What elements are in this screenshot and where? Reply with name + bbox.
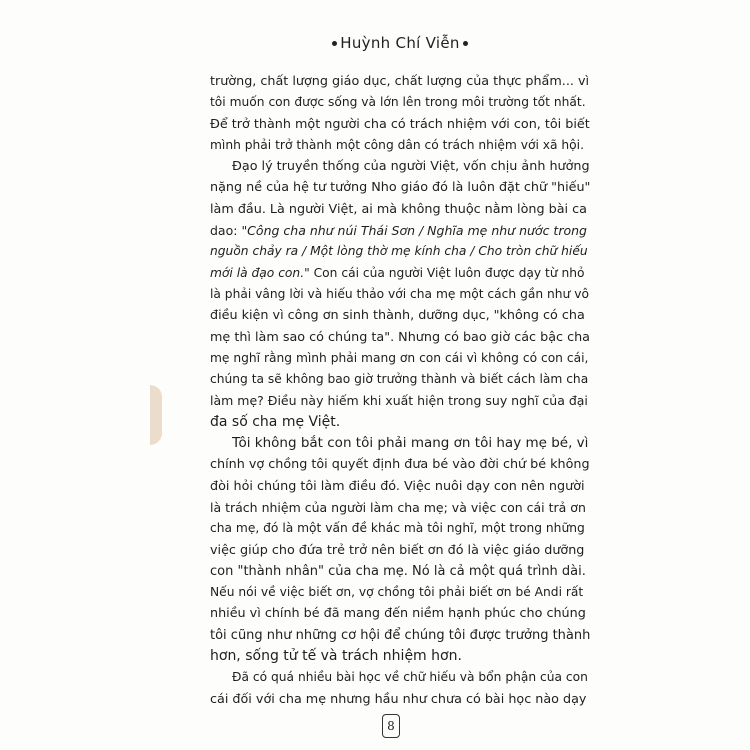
text-line: mẹ thì làm sao có chúng ta". Nhưng có bao giờ các bậc cha xyxy=(210,329,590,345)
text-line: việc giúp cho đứa trẻ trở nên biết ơn đó là việc giáo dưỡng xyxy=(210,542,585,558)
text-span: Con cái của người Việt luôn được dạy từ nhỏ xyxy=(309,265,585,280)
text-line: tôi cũng như những cơ hội để chúng tôi được trưởng thành xyxy=(210,627,591,643)
text-line: trường, chất lượng giáo dục, chất lượng của thực phẩm... vì xyxy=(210,74,590,89)
text-line: nhiều vì chính bé đã mang đến niềm hạnh phúc cho chúng xyxy=(210,606,586,622)
text-line: đa số cha mẹ Việt. xyxy=(210,413,341,430)
text-line: mẹ nghĩ rằng mình phải mang ơn con cái vì không có con cái, xyxy=(210,350,589,365)
text-line: làm đầu. Là người Việt, ai mà không thuộc nằm lòng bài ca xyxy=(210,201,587,217)
text-line: cha mẹ, đó là một vấn đề khác mà tôi nghĩ, một trong những xyxy=(210,521,585,536)
text-line: là phải vâng lời và hiếu thảo với cha mẹ một cách gần như vô xyxy=(210,286,589,301)
text-line: chúng ta sẽ không bao giờ trưởng thành và biết cách làm cha xyxy=(210,372,589,387)
paragraph-2 xyxy=(210,156,590,433)
paragraph-4 xyxy=(210,667,590,710)
text-line: hơn, sống tử tế và trách nhiệm hơn. xyxy=(210,648,462,665)
text-line: Tôi không bắt con tôi phải mang ơn tôi hay mẹ bé, vì xyxy=(232,435,589,452)
text-line: con "thành nhân" của cha mẹ. Nó là cả một quá trình dài. xyxy=(210,563,586,579)
text-line xyxy=(210,241,590,262)
text-line: Để trở thành một người cha có trách nhiệm với con, tôi biết xyxy=(210,116,590,132)
page-number: 8 xyxy=(382,714,400,738)
author-name: Huỳnh Chí Viễn xyxy=(340,34,460,52)
running-head xyxy=(210,34,590,52)
text-line: Đã có quá nhiều bài học về chữ hiếu và bổn phận của con xyxy=(232,670,588,685)
bullet-right xyxy=(463,41,468,46)
text-line xyxy=(210,220,590,241)
text-line: nặng nề của hệ tư tưởng Nho giáo đó là luôn đặt chữ "hiếu" xyxy=(210,180,591,196)
text-line: là trách nhiệm của người làm cha mẹ; và việc con cái trả ơn xyxy=(210,499,586,515)
paragraph-1 xyxy=(210,71,590,156)
folk-verse-italic: nguồn chảy ra / Một lòng thờ mẹ kính cha / Cho tròn chữ hiếu xyxy=(210,244,588,259)
text-line: làm mẹ? Điều này hiếm khi xuất hiện trong suy nghĩ của đại xyxy=(210,393,588,409)
text-line: mình phải trở thành một công dân có trách nhiệm với xã hội. xyxy=(210,137,584,152)
folk-verse-italic: mới là đạo con." xyxy=(210,265,310,280)
bullet-left xyxy=(332,41,337,46)
text-line: tôi muốn con được sống và lớn lên trong môi trường tốt nhất. xyxy=(210,95,586,110)
body-text xyxy=(210,71,590,710)
text-line xyxy=(210,263,590,284)
text-line: cái đối với cha mẹ nhưng hầu như chưa có bài học nào dạy xyxy=(210,691,587,707)
text-line: Nếu nói về việc biết ơn, vợ chồng tôi phải biết ơn bé Andi rất xyxy=(210,585,584,600)
paragraph-3 xyxy=(210,433,590,667)
page-edge-shadow xyxy=(150,385,162,445)
text-line: điều kiện vì công ơn sinh thành, dưỡng dục, "không có cha xyxy=(210,308,585,324)
text-line: đòi hỏi chúng tôi làm điều đó. Việc nuôi dạy con nên người xyxy=(210,478,585,494)
text-span: dao: xyxy=(210,223,242,239)
folk-verse-italic: "Công cha như núi Thái Sơn / Nghĩa mẹ như nước trong xyxy=(241,223,587,239)
text-line: chính vợ chồng tôi quyết định đưa bé vào đời chứ bé không xyxy=(210,457,590,473)
text-line: Đạo lý truyền thống của người Việt, vốn chịu ảnh hưởng xyxy=(232,159,590,175)
